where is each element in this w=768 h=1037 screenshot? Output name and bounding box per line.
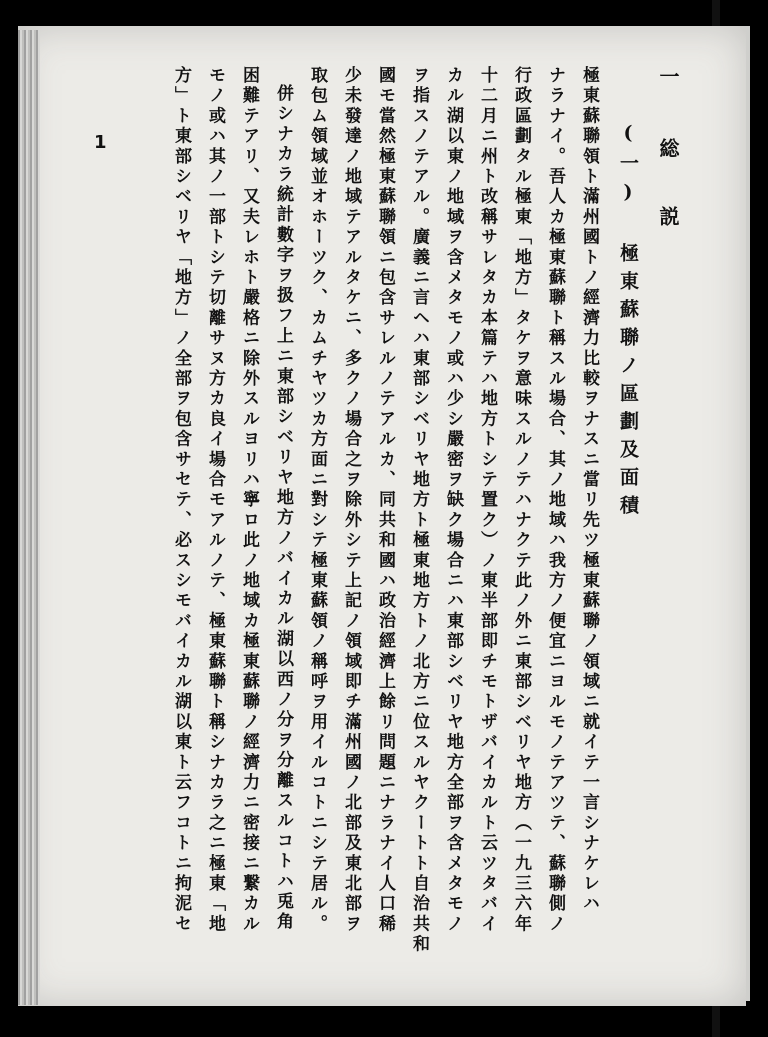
paragraph-line: 國モ當然極東蘇聯領ニ包含サレルノテアルカ、同共和國ハ政治經濟上餘リ問題ニナラナイ人口稀 bbox=[375, 66, 395, 935]
paragraph-line: 方」ト東部シベリヤ「地方」ノ全部ヲ包含サセテ、必スシモバイカル湖以東ト云フコトニ拘泥セ bbox=[171, 66, 191, 935]
page-number: 1 bbox=[94, 132, 107, 153]
paragraph-line: 極東蘇聯領ト滿州國トノ經濟力比較ヲナスニ當リ先ツ極東蘇聯ノ領域ニ就イテ一言シナケレハ bbox=[579, 66, 599, 915]
paragraph-line: カル湖以東ノ地域ヲ含メタモノ或ハ少シ嚴密ヲ缺ク場合ニハ東部シベリヤ地方全部ヲ含メタモノ bbox=[443, 66, 463, 935]
paragraph-line: モノ或ハ其ノ一部トシテ切離サヌ方カ良イ場合モアルノテ、極東蘇聯ト稱シナカラ之ニ極東「地 bbox=[205, 66, 225, 935]
paragraph-line: 取包ム領域並オホーツク、カムチヤツカ方面ニ對シテ極東蘇領ノ稱呼ヲ用イルコトニシテ居ル。 bbox=[307, 66, 327, 935]
section-title: 一 総 説 bbox=[656, 66, 680, 240]
vertical-text-block bbox=[118, 66, 698, 955]
paragraph-line: ナラナイ。吾人カ極東蘇聯ト稱スル場合、其ノ地域ハ我方ノ便宜ニヨルモノテアツテ、蘇聯側ノ bbox=[545, 66, 565, 935]
paragraph-line: 困難テアリ、又夫レホト嚴格ニ除外スルヨリハ寧ロ此ノ地域カ極東蘇聯ノ經濟力ニ密接ニ繋カル bbox=[239, 66, 259, 935]
paragraph-line: 少未發達ノ地域テアルタケニ、多クノ場合之ヲ除外シテ上記ノ領域即チ滿州國ノ北部及東北部ヲ bbox=[341, 66, 361, 935]
paragraph-line: ヲ指スノテアル。廣義ニ言ヘハ東部シベリヤ地方ト極東地方トノ北方ニ位スルヤクートト自治共和 bbox=[409, 66, 429, 955]
paragraph-line: 行政區劃タル極東「地方」タケヲ意味スルノテハナクテ此ノ外ニ東部シベリヤ地方（一九三六年 bbox=[511, 66, 531, 935]
paragraph-line: 併シナカラ統計數字ヲ扱フ上ニ東部シベリヤ地方ノバイカル湖以西ノ分ヲ分離スルコトハ兎角 bbox=[273, 84, 293, 933]
subsection-title: (一) 極東蘇聯ノ區劃及面積 bbox=[617, 122, 639, 523]
paragraph-line: 十二月ニ州ト改稱サレタカ本篇テハ地方トシテ置ク）ノ東半部即チモトザバイカルト云ツタバイ bbox=[477, 66, 497, 935]
page-stack-edge bbox=[18, 30, 40, 1005]
